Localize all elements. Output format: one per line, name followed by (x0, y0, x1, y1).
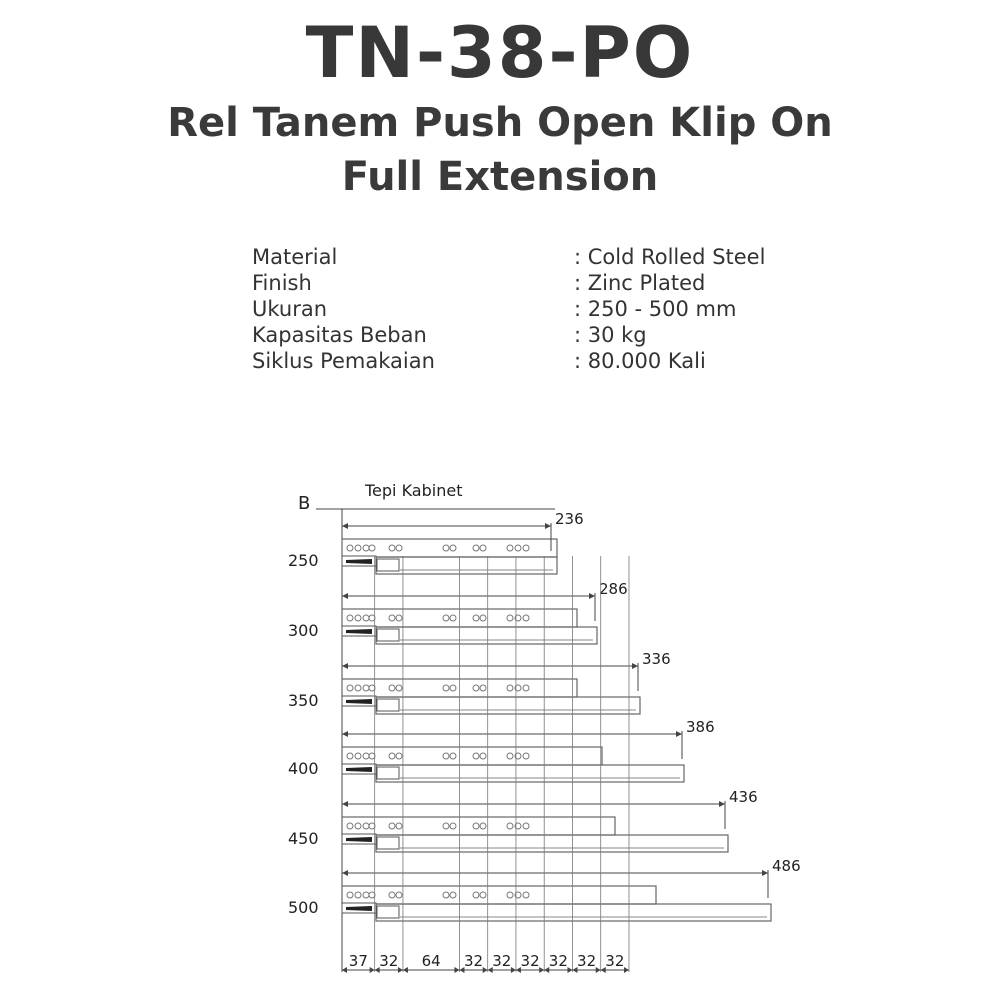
spacing-arrow (624, 967, 629, 973)
mounting-hole (347, 685, 353, 691)
axis-label-b: B (298, 493, 311, 514)
dimension-arrow-left (342, 523, 348, 529)
mounting-hole (523, 545, 529, 551)
mounting-hole (347, 823, 353, 829)
mounting-hole (396, 615, 402, 621)
spacing-arrow (342, 967, 347, 973)
mounting-hole (480, 545, 486, 551)
mounting-hole (450, 685, 456, 691)
rail-size-label: 300 (288, 621, 319, 640)
dimension-arrow-left (342, 663, 348, 669)
rail-bottom-profile (376, 627, 597, 644)
mounting-hole (523, 823, 529, 829)
spec-value: : 250 - 500 mm (574, 297, 737, 321)
mounting-hole (347, 545, 353, 551)
mounting-hole (355, 753, 361, 759)
spec-value: : 30 kg (574, 323, 647, 347)
mounting-hole (363, 823, 369, 829)
mounting-hole (396, 545, 402, 551)
mounting-hole (396, 685, 402, 691)
spacing-value: 32 (464, 952, 484, 970)
mounting-hole (473, 892, 479, 898)
rail-300 (288, 580, 628, 644)
clip-bracket (377, 699, 399, 711)
mounting-hole (389, 753, 395, 759)
dimension-arrow-right (676, 731, 682, 737)
spacing-value: 32 (548, 952, 568, 970)
mounting-hole (507, 753, 513, 759)
mounting-hole (355, 892, 361, 898)
rail-bottom-profile (376, 835, 728, 852)
spacing-arrow (370, 967, 375, 973)
spacing-arrow (403, 967, 408, 973)
rail-350 (288, 650, 671, 714)
mounting-hole (523, 685, 529, 691)
mounting-hole (450, 892, 456, 898)
clip-bracket (377, 629, 399, 641)
rail-size-label: 350 (288, 691, 319, 710)
mounting-hole (355, 615, 361, 621)
dimension-arrow-right (589, 593, 595, 599)
spec-label: Siklus Pemakaian (252, 349, 435, 373)
mounting-hole (389, 615, 395, 621)
mounting-hole (363, 615, 369, 621)
mounting-hole (355, 823, 361, 829)
mounting-hole (450, 823, 456, 829)
subtitle-line-1: Rel Tanem Push Open Klip On (167, 100, 833, 146)
rail-400 (288, 718, 715, 782)
mounting-hole (369, 823, 375, 829)
dimension-arrow-left (342, 593, 348, 599)
rail-length-dimension: 436 (729, 788, 758, 806)
mounting-hole (473, 753, 479, 759)
mounting-hole (480, 823, 486, 829)
mounting-hole (369, 615, 375, 621)
mounting-hole (523, 753, 529, 759)
rail-length-dimension: 236 (555, 510, 584, 528)
mounting-hole (389, 545, 395, 551)
mounting-hole (473, 615, 479, 621)
mounting-hole (507, 823, 513, 829)
rail-top-profile (342, 747, 602, 765)
rail-size-label: 450 (288, 829, 319, 848)
mounting-hole (443, 615, 449, 621)
mounting-hole (369, 545, 375, 551)
rail-size-label: 400 (288, 759, 319, 778)
spacing-value: 32 (379, 952, 399, 970)
mounting-hole (443, 685, 449, 691)
mounting-hole (369, 753, 375, 759)
spacing-arrow (567, 967, 572, 973)
rail-length-dimension: 486 (772, 857, 801, 875)
mounting-hole (389, 892, 395, 898)
spacing-arrow (511, 967, 516, 973)
spec-value: : Cold Rolled Steel (574, 245, 766, 269)
mounting-hole (363, 685, 369, 691)
clip-bracket (377, 837, 399, 849)
spacing-value: 64 (421, 952, 441, 970)
mounting-hole (507, 685, 513, 691)
rail-length-dimension: 286 (599, 580, 628, 598)
mounting-hole (355, 685, 361, 691)
mounting-hole (355, 545, 361, 551)
mounting-hole (450, 545, 456, 551)
dimension-arrow-right (719, 801, 725, 807)
mounting-hole (369, 685, 375, 691)
rail-length-dimension: 336 (642, 650, 671, 668)
spacing-value: 32 (492, 952, 512, 970)
rail-bottom-profile (376, 765, 684, 782)
spec-label: Kapasitas Beban (252, 323, 427, 347)
spacing-arrow (483, 967, 488, 973)
dimension-arrow-left (342, 731, 348, 737)
rail-length-dimension: 386 (686, 718, 715, 736)
rail-250 (288, 510, 584, 574)
mounting-hole (450, 615, 456, 621)
mounting-hole (389, 685, 395, 691)
spacing-arrow (596, 967, 601, 973)
dimension-arrow-left (342, 801, 348, 807)
mounting-hole (523, 892, 529, 898)
spacing-value: 32 (520, 952, 540, 970)
mounting-hole (363, 753, 369, 759)
mounting-hole (473, 823, 479, 829)
mounting-hole (443, 823, 449, 829)
product-code-title: TN-38-PO (305, 12, 695, 94)
dimension-arrow-left (342, 870, 348, 876)
spec-value: : 80.000 Kali (574, 349, 706, 373)
mounting-hole (480, 685, 486, 691)
mounting-hole (347, 892, 353, 898)
mounting-hole (363, 545, 369, 551)
mounting-hole (363, 892, 369, 898)
spec-value: : Zinc Plated (574, 271, 706, 295)
rail-size-label: 500 (288, 898, 319, 917)
mounting-hole (480, 615, 486, 621)
mounting-hole (523, 615, 529, 621)
dimension-arrow-right (762, 870, 768, 876)
subtitle-line-2: Full Extension (341, 154, 659, 200)
mounting-hole (396, 753, 402, 759)
rail-450 (288, 788, 758, 852)
spacing-value: 32 (577, 952, 597, 970)
mounting-hole (473, 685, 479, 691)
mounting-hole (507, 615, 513, 621)
mounting-hole (347, 753, 353, 759)
rail-size-label: 250 (288, 551, 319, 570)
cabinet-edge-label: Tepi Kabinet (365, 481, 463, 500)
mounting-hole (473, 545, 479, 551)
spec-label: Finish (252, 271, 312, 295)
clip-bracket (377, 906, 399, 918)
mounting-hole (480, 753, 486, 759)
mounting-hole-guides (375, 556, 629, 972)
spacing-value: 32 (605, 952, 625, 970)
clip-bracket (377, 767, 399, 779)
clip-bracket (377, 559, 399, 571)
mounting-hole (480, 892, 486, 898)
bottom-spacing-dimensions (342, 952, 629, 973)
mounting-hole (450, 753, 456, 759)
mounting-hole (443, 753, 449, 759)
mounting-hole (515, 545, 521, 551)
mounting-hole (396, 823, 402, 829)
mounting-hole (443, 892, 449, 898)
spacing-value: 37 (348, 952, 368, 970)
mounting-hole (389, 823, 395, 829)
mounting-hole (347, 615, 353, 621)
dimension-arrow-right (632, 663, 638, 669)
mounting-hole (507, 545, 513, 551)
spacing-arrow (454, 967, 459, 973)
mounting-hole (443, 545, 449, 551)
dimension-arrow-right (545, 523, 551, 529)
mounting-hole (507, 892, 513, 898)
spacing-arrow (398, 967, 403, 973)
spec-label: Material (252, 245, 338, 269)
mounting-hole (369, 892, 375, 898)
spec-label: Ukuran (252, 297, 328, 321)
mounting-hole (396, 892, 402, 898)
rail-bottom-profile (376, 904, 771, 921)
spacing-arrow (539, 967, 544, 973)
